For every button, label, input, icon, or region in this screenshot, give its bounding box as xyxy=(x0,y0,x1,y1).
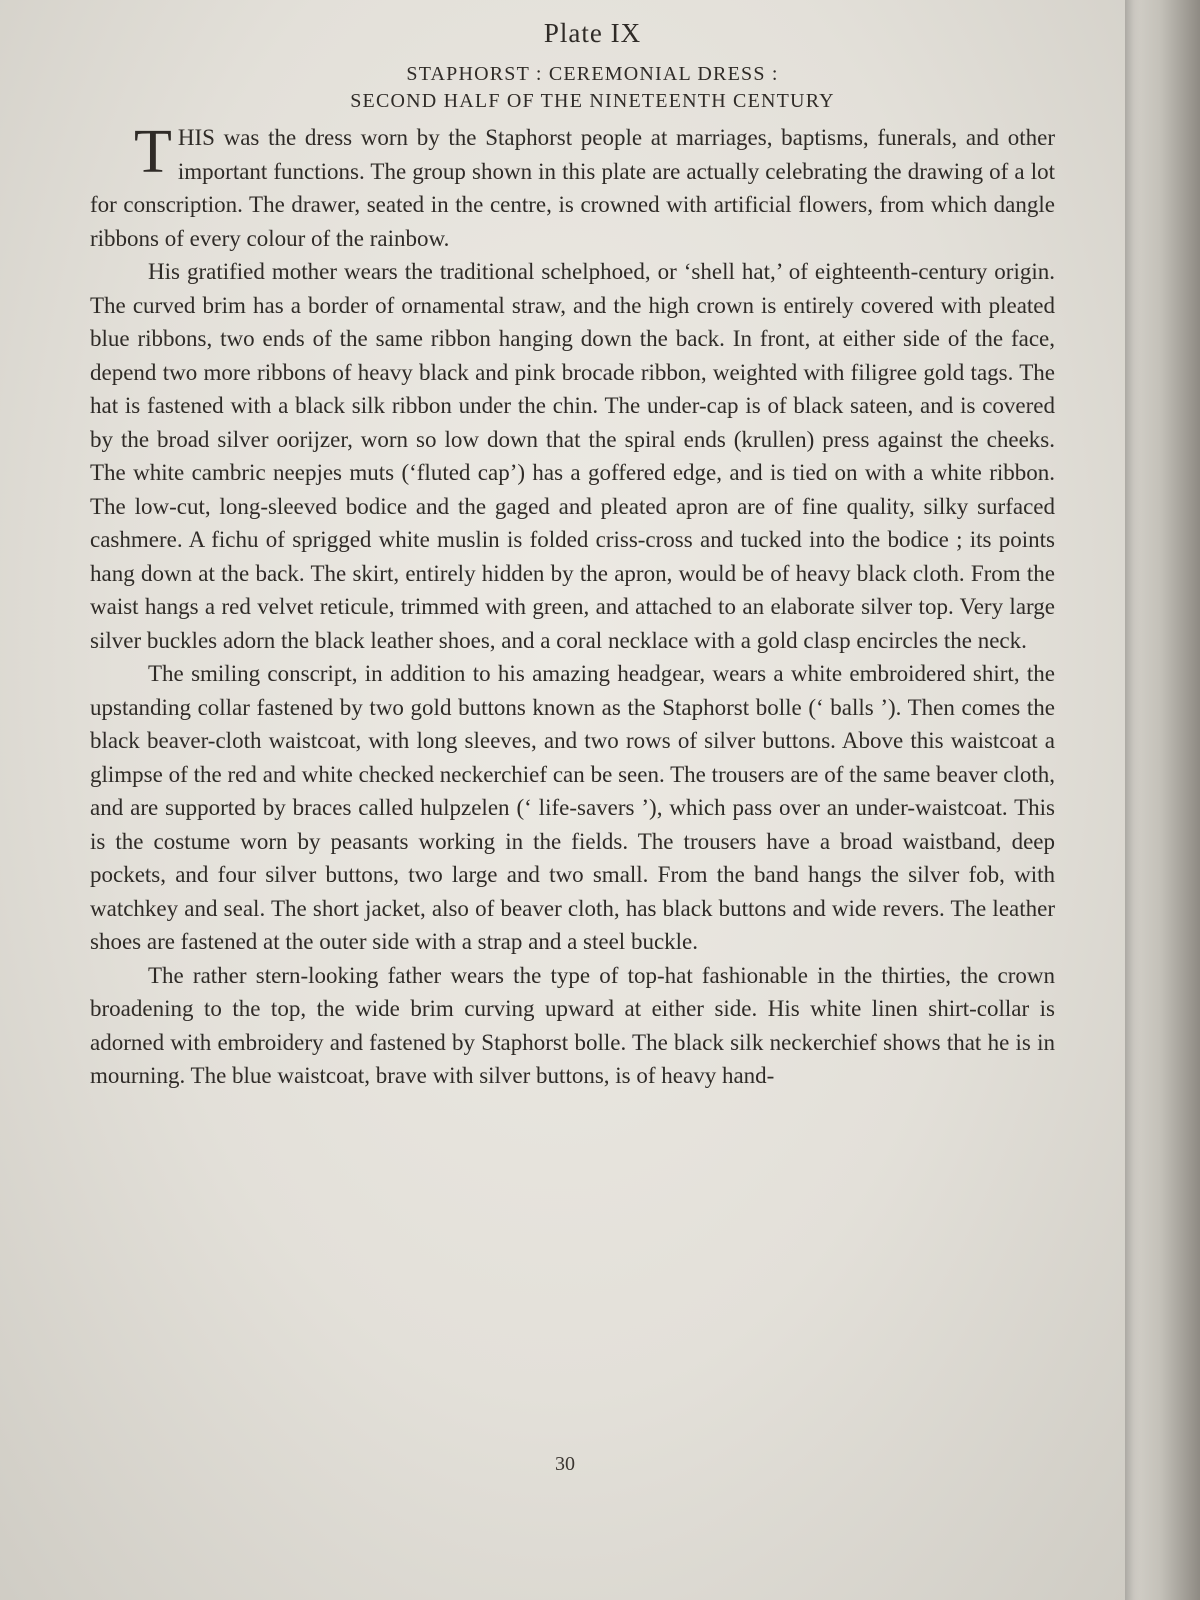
paragraph-1 xyxy=(90,118,1055,255)
plate-title: Plate IX xyxy=(543,18,642,48)
page-content xyxy=(90,18,1055,1093)
subtitle-line-2: SECOND HALF OF THE NINETEENTH CENTURY xyxy=(350,90,835,112)
page-number: 30 xyxy=(555,1453,575,1475)
paragraph-1-text: HIS was the dress worn by the Staphorst people at marriages, baptisms, funerals, and other important functions. The group shown in this plate are actually celebrating the drawing of a lot for conscription. The drawer, seated in the centre, is crowned with artificial flowers, from which dangle ribbons of every colour of the rainbow. xyxy=(90,125,1055,251)
paragraph-2: His gratified mother wears the traditional schelphoed, or ‘shell hat,’ of eighteenth-century origin. The curved brim has a border of ornamental straw, and the high crown is entirely covered with pleated blue ribbons, two ends of the same ribbon hanging down the back. In front, at either side of the face, depend two more ribbons of heavy black and pink brocade ribbon, weighted with filigree gold tags. The hat is fastened with a black silk ribbon under the chin. The under-cap is of black sateen, and is covered by the broad silver oorijzer, worn so low down that the spiral ends (krullen) press against the cheeks. The white cambric neepjes muts (‘fluted cap’) has a goffered edge, and is tied on with a white ribbon. The low-cut, long-sleeved bodice and the gaged and pleated apron are of fine quality, silky surfaced cashmere. A fichu of sprigged white muslin is folded criss-cross and tucked into the bodice ; its points hang down at the back. The skirt, entirely hidden by the apron, would be of heavy black cloth. From the waist hangs a red velvet reticule, trimmed with green, and attached to an elaborate silver top. Very large silver buckles adorn the black leather shoes, and a coral necklace with a gold clasp encircles the neck. xyxy=(90,259,1055,653)
body-text xyxy=(90,118,1055,1093)
subtitle-line-1: STAPHORST : CEREMONIAL DRESS : xyxy=(406,63,779,85)
adjacent-page-edge xyxy=(1120,0,1200,1600)
paragraph-3: The smiling conscript, in addition to his amazing headgear, wears a white embroidered shirt, the upstanding collar fastened by two gold buttons known as the Staphorst bolle (‘ balls ’). Then comes the black beaver-cloth waistcoat, with long sleeves, and two rows of silver buttons. Above this waistcoat a glimpse of the red and white checked neckerchief can be seen. The trousers are of the same beaver cloth, and are supported by braces called hulpzelen (‘ life-savers ’), which pass over an under-waistcoat. This is the costume worn by peasants working in the fields. The trousers have a broad waistband, deep pockets, and four silver buttons, two large and two small. From the band hangs the silver fob, with watchkey and seal. The short jacket, also of beaver cloth, has black buttons and wide revers. The leather shoes are fastened at the outer side with a strap and a steel buckle. xyxy=(90,661,1055,954)
drop-cap: T xyxy=(134,118,172,186)
paragraph-4: The rather stern-looking father wears the type of top-hat fashionable in the thirties, the crown broadening to the top, the wide brim curving upward at either side. His white linen shirt-collar is adorned with embroidery and fastened by Staphorst bolle. The black silk neckerchief shows that he is in mourning. The blue waistcoat, brave with silver buttons, is of heavy hand- xyxy=(90,962,1055,1088)
